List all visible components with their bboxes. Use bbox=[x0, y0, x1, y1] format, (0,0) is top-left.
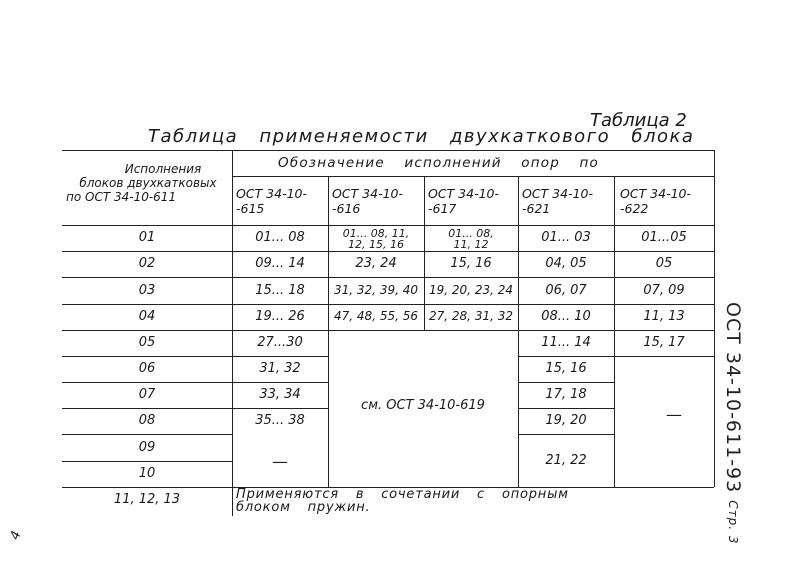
header-line: ОСТ 34-10- bbox=[620, 186, 692, 201]
cell-622: 05 bbox=[655, 256, 673, 271]
cell-617-line: 01... 08, bbox=[448, 227, 494, 240]
side-document-code bbox=[722, 302, 744, 545]
table-right-edge bbox=[714, 150, 715, 487]
rule-row bbox=[518, 408, 614, 409]
rule-row bbox=[62, 382, 328, 383]
rule-row bbox=[62, 461, 232, 462]
cell-621: 04, 05 bbox=[545, 256, 587, 271]
rule-row bbox=[62, 408, 328, 409]
exec-cell: 03 bbox=[138, 283, 156, 298]
col-divider bbox=[614, 176, 615, 487]
rule-row bbox=[518, 356, 714, 357]
cell-621: 11... 14 bbox=[541, 335, 591, 350]
header-line: -616 bbox=[332, 201, 361, 216]
exec-cell: 08 bbox=[138, 413, 156, 428]
cell-621: 06, 07 bbox=[545, 283, 587, 298]
header-line: ОСТ 34-10- bbox=[428, 186, 500, 201]
side-page-text: Стр. 3 bbox=[726, 500, 740, 545]
footer-executions: 11, 12, 13 bbox=[113, 492, 181, 507]
rule-group-header bbox=[232, 176, 714, 177]
cell-616: 31, 32, 39, 40 bbox=[334, 283, 418, 297]
footer-note-line: Применяются в сочетании с опорным bbox=[236, 487, 569, 502]
header-executions-line: Исполнения bbox=[124, 162, 202, 176]
footer-note bbox=[236, 488, 569, 514]
header-ost-621 bbox=[522, 186, 593, 216]
exec-cell: 06 bbox=[138, 361, 156, 376]
exec-cell: 07 bbox=[138, 387, 156, 402]
exec-cell: 10 bbox=[138, 466, 156, 481]
cell-622: 11, 13 bbox=[643, 309, 685, 324]
header-line: ОСТ 34-10- bbox=[522, 186, 594, 201]
header-executions-line: по ОСТ 34-10-611 bbox=[66, 190, 177, 204]
rule-row bbox=[62, 330, 714, 331]
cell-617: 15, 16 bbox=[450, 256, 492, 271]
cell-615: 27...30 bbox=[257, 335, 303, 350]
header-ost-615 bbox=[236, 186, 307, 216]
header-executions bbox=[66, 162, 230, 204]
cell-617 bbox=[424, 228, 518, 250]
header-line: -621 bbox=[522, 201, 551, 216]
header-ost-617 bbox=[428, 186, 499, 216]
cell-622: 01...05 bbox=[641, 230, 687, 245]
header-line: ОСТ 34-10- bbox=[332, 186, 404, 201]
cell-615: 01... 08 bbox=[255, 230, 305, 245]
cell-615: 09... 14 bbox=[255, 256, 305, 271]
cell-622: 15, 17 bbox=[643, 335, 685, 350]
cell-617: 19, 20, 23, 24 bbox=[429, 283, 513, 297]
exec-cell: 01 bbox=[138, 230, 156, 245]
cell-616-line: 12, 15, 16 bbox=[348, 238, 404, 251]
cell-621: 01... 03 bbox=[541, 230, 591, 245]
header-ost-622 bbox=[620, 186, 691, 216]
col-divider bbox=[328, 176, 329, 487]
cell-621: 21, 22 bbox=[545, 453, 587, 468]
rule-header-bottom bbox=[62, 225, 714, 226]
cell-622-dash: — bbox=[666, 405, 682, 424]
table-title: Таблица применяемости двухкаткового блока bbox=[148, 126, 695, 147]
side-code-text: ОСТ 34-10-611-93 bbox=[722, 302, 744, 494]
exec-cell: 05 bbox=[138, 335, 156, 350]
cell-615-dash: — bbox=[272, 452, 288, 471]
corner-mark: 4 bbox=[7, 529, 25, 542]
header-group: Обозначение исполнений опор по bbox=[278, 155, 599, 171]
cell-615: 15... 18 bbox=[255, 283, 305, 298]
exec-cell: 09 bbox=[138, 440, 156, 455]
header-line: -615 bbox=[236, 201, 265, 216]
rule-row bbox=[62, 304, 714, 305]
exec-cell: 02 bbox=[138, 256, 156, 271]
cell-616-line: 01... 08, 11, bbox=[342, 227, 410, 240]
cell-615: 19... 26 bbox=[255, 309, 305, 324]
header-ost-616 bbox=[332, 186, 403, 216]
cell-621: 15, 16 bbox=[545, 361, 587, 376]
cell-617-line: 11, 12 bbox=[453, 238, 489, 251]
rule-row bbox=[518, 382, 614, 383]
rule-row bbox=[62, 356, 328, 357]
header-executions-line: блоков двухкатковых bbox=[79, 176, 217, 190]
rule-row bbox=[62, 277, 714, 278]
header-line: ОСТ 34-10- bbox=[236, 186, 308, 201]
exec-cell: 04 bbox=[138, 309, 156, 324]
header-line: -622 bbox=[620, 201, 649, 216]
cell-617: 27, 28, 31, 32 bbox=[429, 309, 513, 323]
col-divider bbox=[424, 176, 425, 330]
merged-see-reference: см. ОСТ 34-10-619 bbox=[361, 398, 485, 413]
footer-note-line: блоком пружин. bbox=[236, 500, 371, 515]
cell-615: 33, 34 bbox=[259, 387, 301, 402]
cell-615: 31, 32 bbox=[259, 361, 301, 376]
rule-row bbox=[518, 434, 614, 435]
cell-616 bbox=[328, 228, 424, 250]
cell-615: 35... 38 bbox=[255, 413, 305, 428]
table-number: Таблица 2 bbox=[590, 110, 687, 131]
header-line: -617 bbox=[428, 201, 457, 216]
cell-621: 17, 18 bbox=[545, 387, 587, 402]
cell-616: 47, 48, 55, 56 bbox=[334, 309, 418, 323]
cell-622: 07, 09 bbox=[643, 283, 685, 298]
col-divider bbox=[518, 176, 519, 487]
cell-621: 19, 20 bbox=[545, 413, 587, 428]
rule-row bbox=[62, 434, 232, 435]
cell-616: 23, 24 bbox=[355, 256, 397, 271]
cell-621: 08... 10 bbox=[541, 309, 591, 324]
rule-row bbox=[62, 251, 714, 252]
rule-top bbox=[62, 150, 714, 151]
